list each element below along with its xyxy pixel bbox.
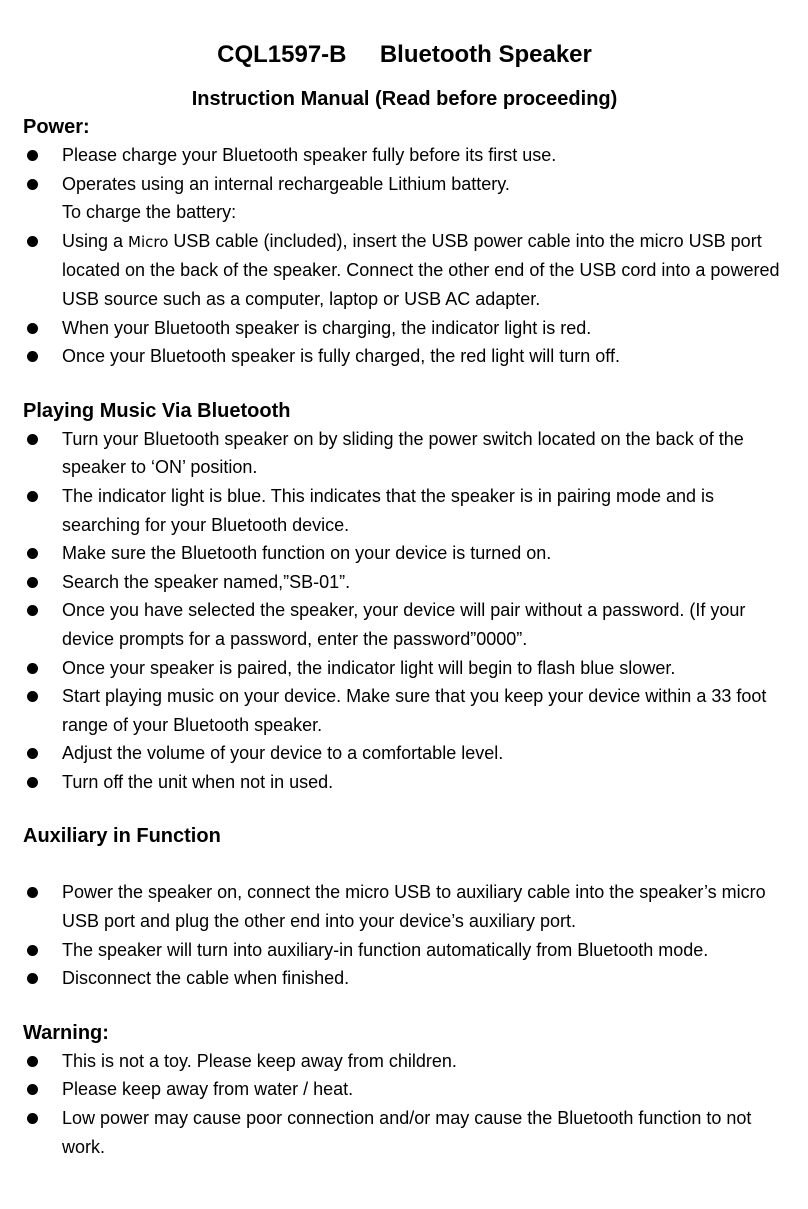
list-item: Low power may cause poor connection and/or may cause the Bluetooth function to not work. [23, 1104, 786, 1161]
section-heading-power: Power: [23, 116, 90, 138]
section-heading-bluetooth: Playing Music Via Bluetooth [23, 399, 291, 422]
list-item: Turn your Bluetooth speaker on by sliding the power switch located on the back of the speaker to ‘ON’ position. [23, 425, 786, 482]
bluetooth-list [23, 425, 786, 797]
list-item: Search the speaker named,”SB-01”. [23, 568, 786, 597]
warning-list [23, 1047, 786, 1161]
list-item-subheading: To charge the battery: [62, 202, 237, 223]
list-item-text: Using a [62, 230, 129, 251]
document-subtitle: Instruction Manual (Read before proceeding) [191, 88, 618, 110]
list-item-text: USB cable (included), insert the USB power cable into the micro USB port located on the back of the speaker. Connect the other end of the USB cord into a powered USB source such as a computer, laptop or USB AC adapter. [62, 230, 780, 309]
list-item: Adjust the volume of your device to a comfortable level. [23, 739, 786, 768]
list-item: Start playing music on your device. Make sure that you keep your device within a 33 foot range of your Bluetooth speaker. [23, 682, 786, 739]
list-item: Once you have selected the speaker, your device will pair without a password. (If your device prompts for a password, enter the password”0000”. [23, 596, 786, 653]
list-item: The speaker will turn into auxiliary-in function automatically from Bluetooth mode. [23, 936, 786, 965]
list-item: Disconnect the cable when finished. [23, 964, 786, 993]
list-item: Power the speaker on, connect the micro USB to auxiliary cable into the speaker’s micro USB port and plug the other end into your device’s auxiliary port. [23, 878, 786, 935]
list-item: Once your Bluetooth speaker is fully charged, the red light will turn off. [23, 342, 786, 371]
list-item: Turn off the unit when not in used. [23, 768, 786, 797]
section-heading-warning: Warning: [23, 1021, 109, 1044]
list-item [23, 227, 786, 314]
list-item: The indicator light is blue. This indicates that the speaker is in pairing mode and is searching for your Bluetooth device. [23, 482, 786, 539]
auxiliary-list [23, 878, 786, 992]
list-item: Make sure the Bluetooth function on your device is turned on. [23, 539, 786, 568]
list-item: Once your speaker is paired, the indicator light will begin to flash blue slower. [23, 654, 786, 683]
document-title: CQL1597-B Bluetooth Speaker [217, 41, 592, 68]
list-item: Operates using an internal rechargeable Lithium battery. [23, 170, 786, 199]
list-item: Please charge your Bluetooth speaker fully before its first use. [23, 141, 786, 170]
power-list [23, 141, 786, 371]
list-item: When your Bluetooth speaker is charging, the indicator light is red. [23, 314, 786, 343]
list-item: This is not a toy. Please keep away from children. [23, 1047, 786, 1076]
list-item: Please keep away from water / heat. [23, 1075, 786, 1104]
list-item-text-micro: Micro [128, 232, 169, 251]
section-heading-auxiliary: Auxiliary in Function [23, 825, 221, 848]
